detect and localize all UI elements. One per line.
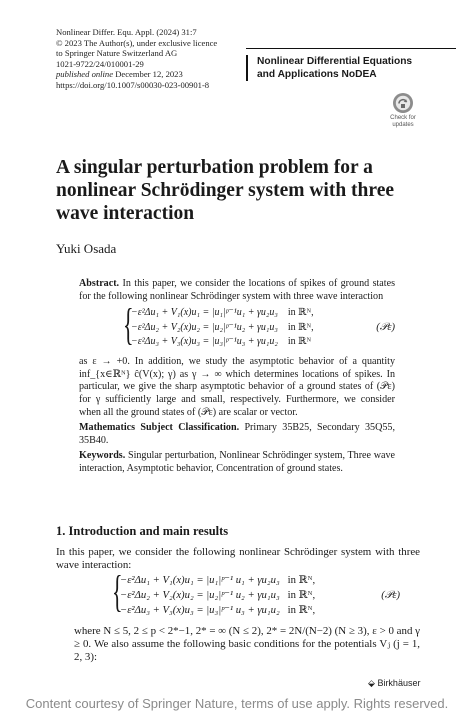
doi-link[interactable]: https://doi.org/10.1007/s00030-023-00901-8	[56, 79, 210, 90]
keywords: Keywords. Singular perturbation, Nonlinear Schrödinger system, Three wave interaction, Asymptotic behavior, Concentration of ground states.	[79, 450, 395, 474]
equation-tag: (𝒫ε)	[376, 322, 395, 334]
birkhauser-icon: ⬙	[368, 678, 375, 688]
check-for-updates-badge[interactable]: Check for updates	[385, 92, 421, 128]
brace: {	[123, 300, 134, 350]
footer-notice: Content courtesy of Springer Nature, terms of use apply. Rights reserved.	[0, 689, 474, 719]
copyright-line: © 2023 The Author(s), under exclusive licence	[56, 37, 218, 48]
check-updates-icon	[392, 92, 414, 114]
journal-rule	[246, 48, 456, 49]
body-equation-system: { −ε²Δu₁ + V₁(x)u₁ = |u₁|ᵖ⁻¹ u₁ + γu₂u₃ in ℝᴺ, −ε²Δu₂ + V₂(x)u₂ = |u₂|ᵖ⁻¹ u₂ + γu₁u₃ in ℝᴺ, −ε²Δu₃ + V₃(x)u₃ = |u₃|ᵖ⁻¹ u₃ + γu₁u₂ in ℝᴺ, (𝒫ε)	[112, 567, 400, 616]
journal-name: Nonlinear Differential Equations and Applications NoDEA	[246, 55, 457, 81]
abstract-intro: Abstract. In this paper, we consider the locations of spikes of ground states for the following nonlinear Schrödinger system with three wave interaction	[79, 278, 396, 302]
section-heading: 1. Introduction and main results	[56, 524, 229, 538]
msc-classification: Mathematics Subject Classification. Primary 35B25, Secondary 35Q55, 35B40.	[79, 422, 395, 446]
paper-title: A singular perturbation problem for a nonlinear Schrödinger system with three wave interaction	[56, 157, 395, 224]
abstract-continuation: as ε → +0. In addition, we study the asymptotic behavior of a quantity inf_{x∈ℝᴺ} ĉ(V(x); γ) as γ → ∞ which determines locations of spikes. In particular, we give the sharp asymptotic behavior of a ground states of (𝒫ε) for γ sufficiently large and small, respectively. Furthermore, we consider when all the ground states of (𝒫ε) are scalar or vector.	[79, 356, 395, 418]
abstract-equation-system: { −ε²Δu₁ + V₁(x)u₁ = |u₁|ᵖ⁻¹u₁ + γu₂u₃ in ℝᴺ, −ε²Δu₂ + V₂(x)u₂ = |u₂|ᵖ⁻¹u₂ + γu₁u₃ in ℝᴺ, −ε²Δu₃ + V₃(x)u₃ = |u₃|ᵖ⁻¹u₃ + γu₁u₂ in ℝᴺ (𝒫ε)	[123, 300, 395, 350]
publisher-logo: ⬙ Birkhäuser	[368, 678, 421, 688]
body-text	[56, 546, 420, 664]
issn-line: 1021-9722/24/010001-29	[56, 58, 144, 69]
brace: {	[112, 567, 123, 616]
abstract	[79, 278, 395, 476]
published-line: published online December 12, 2023	[56, 69, 183, 80]
equation-tag: (𝒫ε)	[381, 590, 400, 601]
licensee-line: to Springer Nature Switzerland AG	[56, 48, 178, 59]
intro-paragraph: In this paper, we consider the following nonlinear Schrödinger system with three wave interaction:	[56, 546, 420, 571]
author-name: Yuki Osada	[56, 241, 117, 256]
conditions-paragraph: where N ≤ 5, 2 ≤ p < 2*−1, 2* = ∞ (N ≤ 2), 2* = 2N/(N−2) (N ≥ 3), ε > 0 and γ ≥ 0. We also assume the following basic conditions for the potentials Vⱼ (j = 1, 2, 3):	[74, 625, 420, 663]
journal-reference: Nonlinear Differ. Equ. Appl. (2024) 31:7	[56, 27, 197, 37]
article-metadata	[56, 27, 217, 91]
